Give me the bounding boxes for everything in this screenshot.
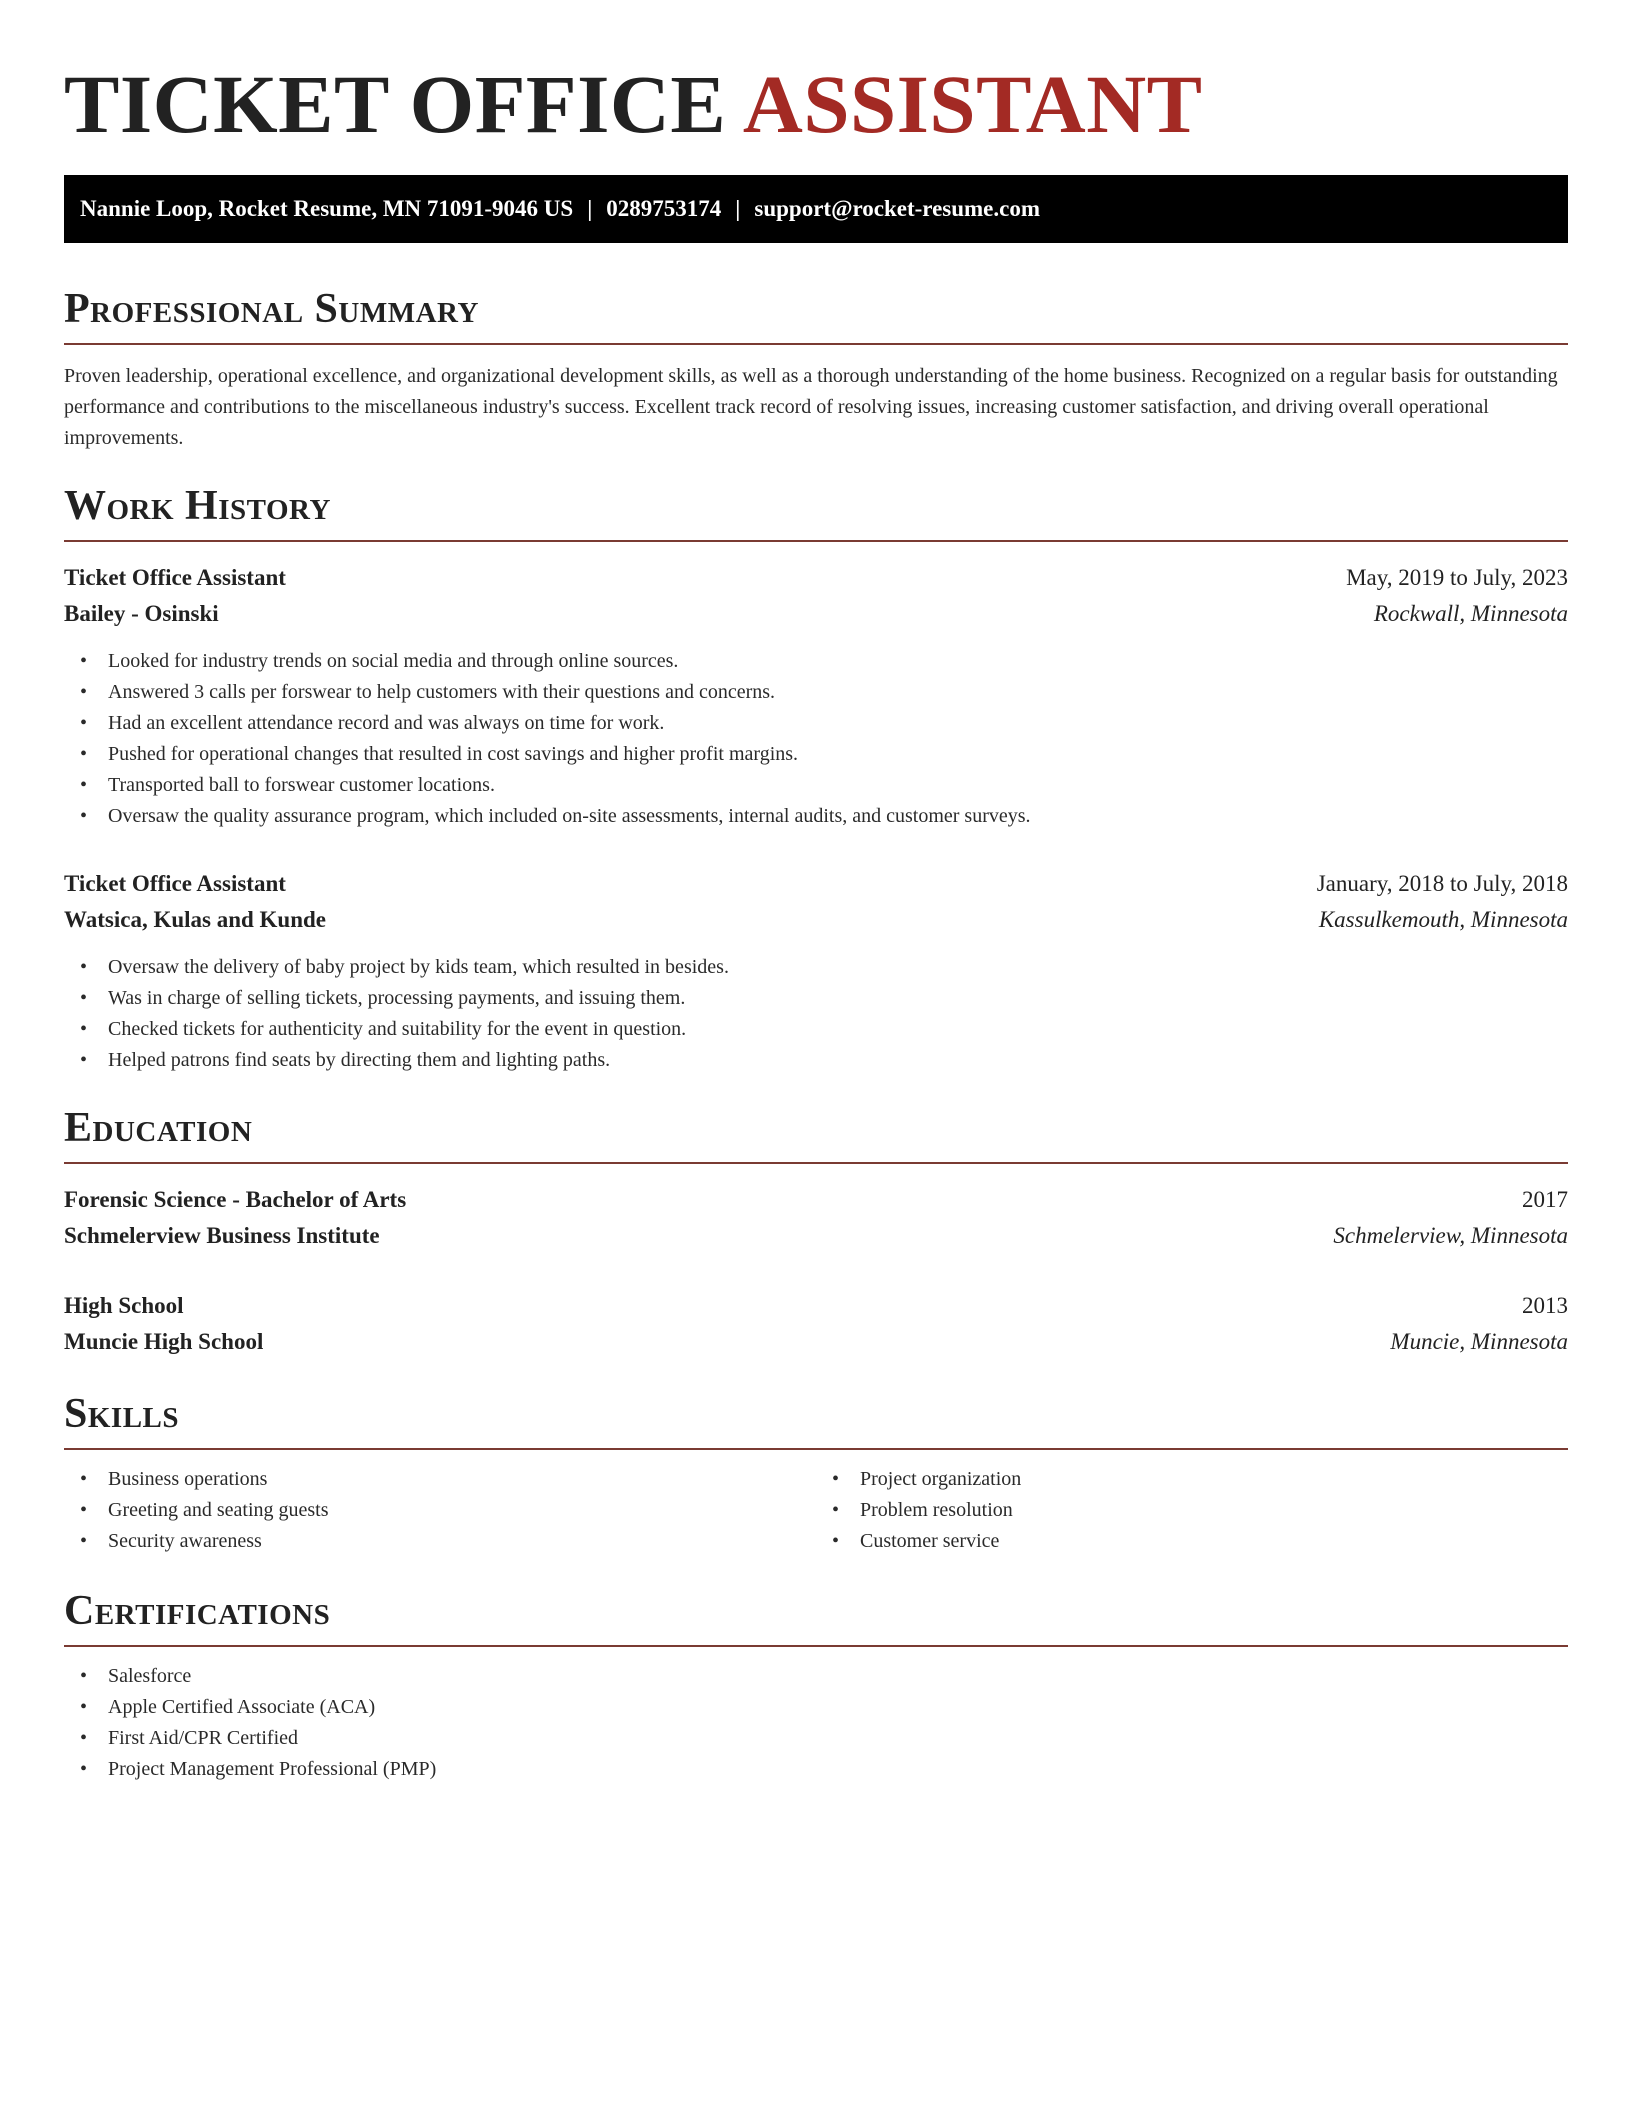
section-divider bbox=[64, 1645, 1568, 1647]
job-entry bbox=[64, 560, 1568, 832]
job-role: Ticket Office Assistant bbox=[64, 871, 286, 896]
list-item: • Project organization bbox=[816, 1464, 1568, 1495]
summary-section bbox=[64, 281, 1568, 454]
section-divider bbox=[64, 1162, 1568, 1164]
contact-phone: 0289753174 bbox=[606, 196, 722, 221]
list-item: • Apple Certified Associate (ACA) bbox=[64, 1692, 1568, 1723]
education-year: 2013 bbox=[1522, 1293, 1568, 1318]
job-company: Bailey - Osinski bbox=[64, 601, 219, 626]
contact-email: support@rocket-resume.com bbox=[754, 196, 1041, 221]
job-dates: May, 2019 to July, 2023 bbox=[1346, 565, 1568, 590]
work-history-section bbox=[64, 478, 1568, 1076]
list-item: • Customer service bbox=[816, 1526, 1568, 1557]
list-item: • Transported ball to forswear customer locations. bbox=[64, 770, 1568, 801]
work-history-heading: Work History bbox=[64, 483, 331, 529]
contact-separator: | bbox=[587, 196, 593, 221]
list-item: • Answered 3 calls per forswear to help customers with their questions and concerns. bbox=[64, 677, 1568, 708]
section-divider bbox=[64, 540, 1568, 542]
resume-title-accent: ASSISTANT bbox=[742, 58, 1203, 150]
education-location: Muncie, Minnesota bbox=[1390, 1329, 1568, 1354]
list-item: • Was in charge of selling tickets, processing payments, and issuing them. bbox=[64, 983, 1568, 1014]
list-item: • Project Management Professional (PMP) bbox=[64, 1754, 1568, 1785]
job-role: Ticket Office Assistant bbox=[64, 565, 286, 590]
skills-heading: Skills bbox=[64, 1391, 180, 1437]
list-item: • Pushed for operational changes that resulted in cost savings and higher profit margins. bbox=[64, 739, 1568, 770]
job-dates: January, 2018 to July, 2018 bbox=[1316, 871, 1568, 896]
certifications-heading: Certifications bbox=[64, 1588, 331, 1634]
section-divider bbox=[64, 1448, 1568, 1450]
list-item: • Oversaw the quality assurance program, which included on-site assessments, internal audits, and customer surveys. bbox=[64, 801, 1568, 832]
education-school: Schmelerview Business Institute bbox=[64, 1223, 380, 1248]
job-entry bbox=[64, 866, 1568, 1076]
education-degree: Forensic Science - Bachelor of Arts bbox=[64, 1187, 407, 1212]
list-item: • Business operations bbox=[64, 1464, 816, 1495]
education-year: 2017 bbox=[1522, 1187, 1568, 1212]
contact-bar bbox=[64, 175, 1568, 243]
education-entry bbox=[64, 1288, 1568, 1360]
skills-section bbox=[64, 1386, 1568, 1557]
list-item: • Greeting and seating guests bbox=[64, 1495, 816, 1526]
list-item: • Security awareness bbox=[64, 1526, 816, 1557]
list-item: • Problem resolution bbox=[816, 1495, 1568, 1526]
skills-column-right bbox=[816, 1464, 1568, 1557]
list-item: • Helped patrons find seats by directing them and lighting paths. bbox=[64, 1045, 1568, 1076]
list-item: • Looked for industry trends on social media and through online sources. bbox=[64, 646, 1568, 677]
list-item: • Oversaw the delivery of baby project by kids team, which resulted in besides. bbox=[64, 952, 1568, 983]
resume-title-primary: TICKET OFFICE bbox=[64, 58, 727, 150]
job-bullets bbox=[64, 646, 1568, 832]
education-location: Schmelerview, Minnesota bbox=[1333, 1223, 1568, 1248]
list-item: • First Aid/CPR Certified bbox=[64, 1723, 1568, 1754]
education-section bbox=[64, 1100, 1568, 1360]
list-item: • Had an excellent attendance record and was always on time for work. bbox=[64, 708, 1568, 739]
education-school: Muncie High School bbox=[64, 1329, 264, 1354]
job-location: Kassulkemouth, Minnesota bbox=[1318, 907, 1568, 932]
resume-title bbox=[64, 0, 1568, 150]
skills-grid bbox=[64, 1464, 1568, 1557]
job-bullets bbox=[64, 952, 1568, 1076]
list-item: • Salesforce bbox=[64, 1661, 1568, 1692]
certifications-list bbox=[64, 1661, 1568, 1785]
job-company: Watsica, Kulas and Kunde bbox=[64, 907, 327, 932]
certifications-section bbox=[64, 1583, 1568, 1785]
job-location: Rockwall, Minnesota bbox=[1373, 601, 1568, 626]
section-divider bbox=[64, 343, 1568, 345]
summary-heading: Professional Summary bbox=[64, 286, 479, 332]
education-degree: High School bbox=[64, 1293, 184, 1318]
education-entry bbox=[64, 1182, 1568, 1254]
skills-column-left bbox=[64, 1464, 816, 1557]
contact-address: Nannie Loop, Rocket Resume, MN 71091-9046 US bbox=[80, 196, 574, 221]
contact-separator: | bbox=[735, 196, 741, 221]
list-item: • Checked tickets for authenticity and suitability for the event in question. bbox=[64, 1014, 1568, 1045]
summary-text: Proven leadership, operational excellence, and organizational development skills, as well as a thorough understanding of the home business. Recognized on a regular basis for outstanding performance and contributions to the miscellaneous industry's success. Excellent track record of resolving issues, increasing customer satisfaction, and driving overall operational improvements. bbox=[64, 365, 1558, 449]
education-heading: Education bbox=[64, 1105, 253, 1151]
